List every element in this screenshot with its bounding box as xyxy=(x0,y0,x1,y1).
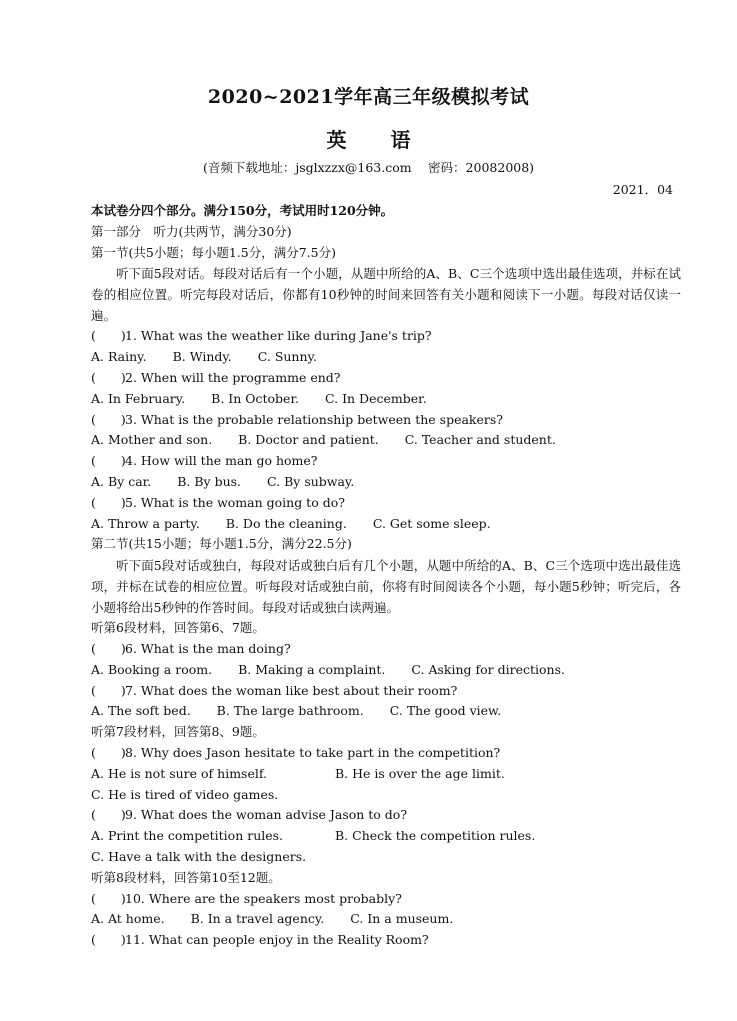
option-a: A. Mother and son. xyxy=(91,432,213,448)
question-11 xyxy=(91,930,681,951)
question-3 xyxy=(91,410,681,431)
option-c: C. Get some sleep. xyxy=(372,515,491,531)
question-8 xyxy=(91,743,681,764)
option-a: A. In February. xyxy=(91,390,186,406)
question-text: 8. Why does Jason hesitate to take part in the competition? xyxy=(125,744,501,760)
option-b: B. Windy. xyxy=(172,349,232,365)
question-6-options xyxy=(91,660,681,681)
question-text: 1. What was the weather like during Jane's trip? xyxy=(125,328,432,344)
answer-blank[interactable]: ( ) xyxy=(91,807,126,823)
option-a: A. The soft bed. xyxy=(91,703,191,719)
option-c: C. Asking for directions. xyxy=(411,661,565,677)
option-c: C. In a museum. xyxy=(350,911,454,927)
section-two-heading: 第二节(共15小题；每小题1.5分，满分22.5分) xyxy=(91,536,352,552)
answer-blank[interactable]: ( ) xyxy=(91,682,126,698)
option-a: A. Booking a room. xyxy=(91,661,213,677)
option-b: B. In a travel agency. xyxy=(190,911,325,927)
option-b: B. In October. xyxy=(211,390,300,406)
answer-blank[interactable]: ( ) xyxy=(91,932,126,948)
option-b: B. Doctor and patient. xyxy=(238,432,379,448)
section-one-heading: 第一节(共5小题；每小题1.5分，满分7.5分) xyxy=(91,244,336,260)
option-c: C. Teacher and student. xyxy=(404,432,556,448)
question-10 xyxy=(91,889,681,910)
question-text: 6. What is the man doing? xyxy=(125,640,291,656)
question-text: 10. Where are the speakers most probably? xyxy=(125,890,402,906)
material-7-heading: 听第7段材料，回答第8、9题。 xyxy=(91,724,265,740)
question-8-options-ab xyxy=(91,764,681,785)
question-4-options xyxy=(91,472,681,493)
exam-date: 2021．04 xyxy=(612,182,673,197)
question-text: 5. What is the woman going to do? xyxy=(125,494,345,510)
option-c: C. In December. xyxy=(325,390,427,406)
option-a: A. Rainy. xyxy=(91,349,147,365)
answer-blank[interactable]: ( ) xyxy=(91,494,126,510)
option-a: A. By car. xyxy=(91,473,152,489)
option-b: B. He is over the age limit. xyxy=(335,765,505,781)
audio-download-note: (音频下载地址：jsglxzzx@163.com 密码：20082008) xyxy=(202,160,535,175)
exam-subject xyxy=(0,124,737,153)
question-6 xyxy=(91,639,681,660)
exam-title: 2020~2021学年高三年级模拟考试 xyxy=(207,86,530,108)
question-7 xyxy=(91,681,681,702)
question-text: 2. When will the programme end? xyxy=(125,369,341,385)
question-text: 3. What is the probable relationship between the speakers? xyxy=(125,411,503,427)
option-a: A. Throw a party. xyxy=(91,515,200,531)
option-b: B. Check the competition rules. xyxy=(335,828,536,844)
option-a: A. He is not sure of himself. xyxy=(91,765,268,781)
part-one-heading: 第一部分 听力(共两节，满分30分) xyxy=(91,223,292,239)
subject-char-1: 英 xyxy=(326,128,347,152)
option-b: B. By bus. xyxy=(177,473,242,489)
option-a: A. At home. xyxy=(91,911,165,927)
question-1-options xyxy=(91,347,681,368)
question-9-options-c xyxy=(91,847,681,868)
question-5 xyxy=(91,493,681,514)
question-text: 7. What does the woman like best about their room? xyxy=(125,682,458,698)
option-c: C. Sunny. xyxy=(257,349,317,365)
question-9 xyxy=(91,805,681,826)
question-9-options-ab xyxy=(91,826,681,847)
question-2 xyxy=(91,368,681,389)
section-one-instructions: 听下面5段对话。每段对话后有一个小题，从题中所给的A、B、C三个选项中选出最佳选项，并标在试卷的相应位置。听完每段对话后，你都有10秒钟的时间来回答有关小题和阅读下一小题。每段对话仅读一遍。 xyxy=(91,266,681,324)
answer-blank[interactable]: ( ) xyxy=(91,328,126,344)
question-4 xyxy=(91,451,681,472)
answer-blank[interactable]: ( ) xyxy=(91,369,126,385)
question-8-options-c xyxy=(91,785,681,806)
question-2-options xyxy=(91,389,681,410)
question-3-options xyxy=(91,430,681,451)
option-c: C. He is tired of video games. xyxy=(91,786,279,802)
option-c: C. Have a talk with the designers. xyxy=(91,848,307,864)
question-text: 11. What can people enjoy in the Reality Room? xyxy=(125,932,429,948)
question-10-options xyxy=(91,909,681,930)
answer-blank[interactable]: ( ) xyxy=(91,453,126,469)
section-two-instructions: 听下面5段对话或独白，每段对话或独白后有几个小题，从题中所给的A、B、C三个选项中选出最佳选项，并标在试卷的相应位置。听每段对话或独白前，你将有时间阅读各个小题，每小题5秒钟；听完后，各小题将给出5秒钟的作答时间。每段对话或独白读两遍。 xyxy=(91,558,681,616)
option-c: C. By subway. xyxy=(267,473,355,489)
question-1 xyxy=(91,326,681,347)
answer-blank[interactable]: ( ) xyxy=(91,411,126,427)
question-5-options xyxy=(91,514,681,535)
subject-char-2: 语 xyxy=(390,128,411,152)
exam-intro: 本试卷分四个部分。满分150分，考试用时120分钟。 xyxy=(91,203,394,218)
question-text: 9. What does the woman advise Jason to do? xyxy=(125,807,408,823)
option-a: A. Print the competition rules. xyxy=(91,828,284,844)
answer-blank[interactable]: ( ) xyxy=(91,890,126,906)
answer-blank[interactable]: ( ) xyxy=(91,640,126,656)
option-c: C. The good view. xyxy=(389,703,502,719)
exam-content xyxy=(91,201,681,951)
option-b: B. The large bathroom. xyxy=(216,703,364,719)
material-8-heading: 听第8段材料，回答第10至12题。 xyxy=(91,869,281,885)
question-text: 4. How will the man go home? xyxy=(125,453,318,469)
option-b: B. Making a complaint. xyxy=(238,661,386,677)
question-7-options xyxy=(91,701,681,722)
answer-blank[interactable]: ( ) xyxy=(91,744,126,760)
option-b: B. Do the cleaning. xyxy=(225,515,347,531)
material-6-heading: 听第6段材料，回答第6、7题。 xyxy=(91,620,265,636)
